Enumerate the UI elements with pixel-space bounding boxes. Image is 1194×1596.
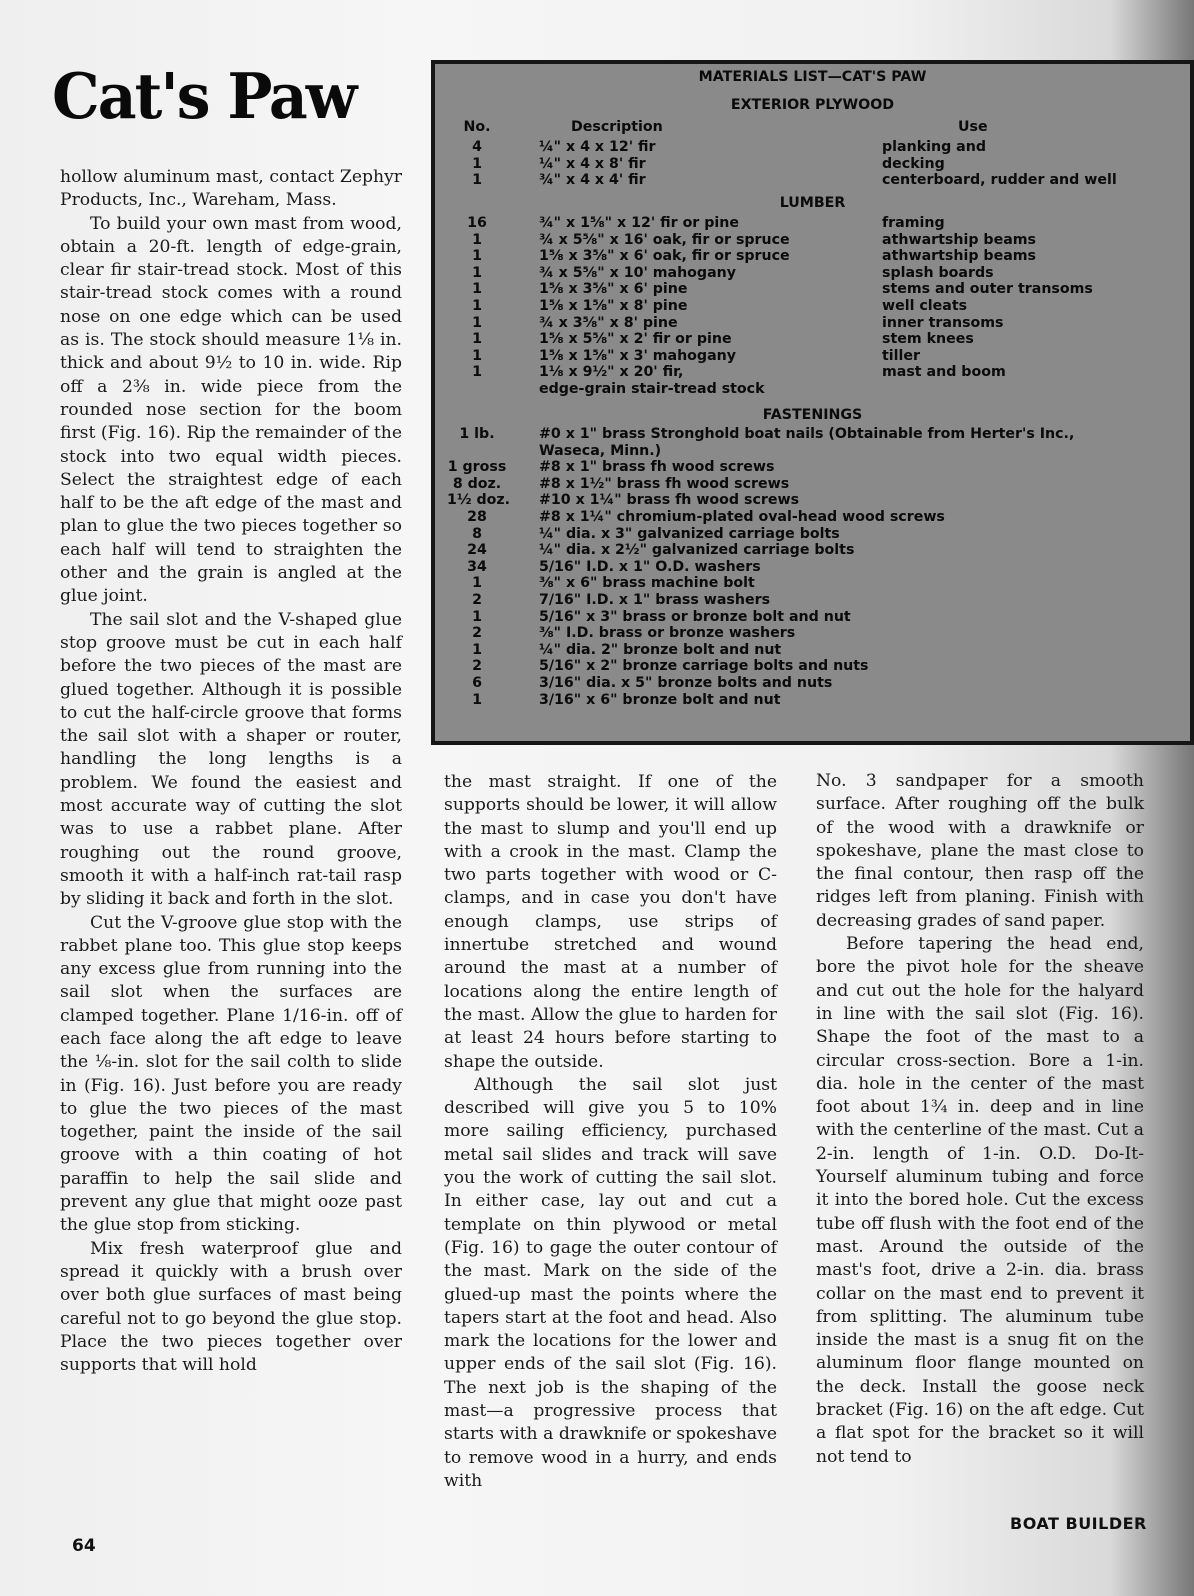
materials-use: athwartship beams	[882, 231, 1036, 248]
materials-quantity: 1 gross	[447, 459, 507, 476]
materials-description: ⅜" x 6" brass machine bolt	[539, 575, 755, 592]
materials-quantity: 1	[472, 314, 482, 331]
materials-quantity: 6	[472, 675, 482, 691]
materials-use: stems and outer transoms	[882, 281, 1093, 298]
materials-use: decking	[882, 155, 945, 172]
materials-description: ⅜" I.D. brass or bronze washers	[539, 625, 796, 642]
paragraph: Mix fresh waterproof glue and spread it quickly with a brush over over both glue surfaces of mast being careful not to go beyond the glue stop. Place the two pieces together over supports that will hold	[60, 1238, 402, 1376]
materials-description: 1⅝ x 3⅝" x 6' oak, fir or spruce	[539, 248, 790, 265]
paragraph: the mast straight. If one of the supports should be lower, it will allow the mast to slump and you'll end up with a crook in the mast. Clamp the two parts together with wood or C-clamps, and in case you don't have enough clamps, use strips of innertube stretched and wound around the mast at a number of locations along the entire length of the mast. Allow the glue to harden for at least 24 hours before starting to shape the outside.	[444, 772, 777, 1072]
materials-quantity: 1	[472, 281, 482, 298]
materials-quantity: 1	[472, 641, 482, 658]
materials-quantity: 4	[472, 139, 482, 155]
materials-description: 1⅛ x 9½" x 20' fir,	[539, 364, 684, 381]
materials-use: planking and	[882, 139, 987, 155]
materials-description: 5/16" x 2" bronze carriage bolts and nuts	[539, 658, 869, 675]
materials-quantity: 28	[467, 509, 487, 525]
materials-quantity: 1	[472, 264, 482, 281]
materials-description: ¾ x 5⅝" x 10' mahogany	[539, 264, 737, 281]
materials-description: ¼" dia. x 3" galvanized carriage bolts	[539, 525, 840, 542]
materials-quantity: 1	[472, 575, 482, 592]
paragraph: hollow aluminum mast, contact Zephyr Products, Inc., Wareham, Mass.	[60, 167, 402, 211]
materials-quantity: 1	[472, 248, 482, 265]
materials-use: well cleats	[882, 298, 968, 314]
materials-description: ¾" x 1⅝" x 12' fir or pine	[539, 215, 739, 231]
materials-description: ¼" dia. x 2½" galvanized carriage bolts	[539, 542, 855, 559]
materials-description: ¾" x 4 x 4' fir	[539, 172, 646, 189]
article-title: Cat's Paw	[52, 60, 356, 134]
materials-description: 7/16" I.D. x 1" brass washers	[539, 592, 771, 608]
materials-description: 1⅝ x 1⅝" x 8' pine	[539, 298, 688, 314]
materials-quantity: 1	[472, 347, 482, 364]
materials-use: inner transoms	[882, 314, 1004, 331]
materials-description: ¾ x 5⅝" x 16' oak, fir or spruce	[539, 231, 790, 248]
materials-quantity: 1	[472, 364, 482, 381]
materials-use: mast and boom	[882, 364, 1006, 381]
column-header-no: No.	[463, 119, 491, 135]
materials-description: 5/16" x 3" brass or bronze bolt and nut	[539, 608, 851, 625]
column-header-description: Description	[571, 119, 663, 135]
materials-section-heading: EXTERIOR PLYWOOD	[730, 97, 895, 113]
materials-quantity: 1	[472, 608, 482, 625]
materials-description: #0 x 1" brass Stronghold boat nails (Obtainable from Herter's Inc.,	[539, 426, 1075, 442]
paragraph: Before tapering the head end, bore the pivot hole for the sheave and cut out the hole for the halyard in line with the sail slot (Fig. 16). Shape the foot of the mast to a circular cross-section. Bore a 1-in. dia. hole in the center of the mast foot about 1¾ in. deep and in line with the centerline of the mast. Cut a 2-in. length of 1-in. O.D. Do-It-Yourself aluminum tubing and force it into the bored hole. Cut the excess tube off flush with the foot end of the mast. Around the outside of the mast's foot, drive a 2-in. dia. brass collar on the mast end to prevent it from splitting. The aluminum tube inside the mast is a snug fit on the aluminum floor flange mounted on the deck. Install the goose neck bracket (Fig. 16) on the aft edge. Cut a flat spot for the bracket so it will not tend to	[816, 934, 1144, 1467]
materials-quantity: 1	[472, 691, 482, 708]
materials-use: athwartship beams	[882, 248, 1036, 265]
materials-description: ¾ x 3⅝" x 8' pine	[539, 314, 678, 331]
materials-quantity: 2	[472, 625, 482, 642]
materials-use: centerboard, rudder and well	[882, 172, 1117, 189]
materials-use: tiller	[882, 347, 920, 364]
materials-description: #10 x 1¼" brass fh wood screws	[539, 492, 800, 509]
materials-quantity: 1½ doz.	[447, 492, 511, 509]
materials-quantity: 34	[467, 558, 487, 575]
materials-description: ¼" x 4 x 8' fir	[539, 155, 646, 172]
materials-description: #8 x 1¼" chromium-plated oval-head wood screws	[539, 509, 945, 525]
materials-description: 3/16" dia. x 5" bronze bolts and nuts	[539, 675, 833, 691]
body-column-1	[60, 166, 402, 1377]
materials-section-heading: LUMBER	[779, 195, 846, 211]
page-number: 64	[72, 1536, 96, 1556]
materials-description: 1⅝ x 1⅝" x 3' mahogany	[539, 347, 737, 364]
materials-quantity: 8	[472, 525, 482, 542]
materials-description: Waseca, Minn.)	[539, 442, 662, 459]
materials-quantity: 16	[467, 215, 487, 231]
materials-quantity: 1	[472, 155, 482, 172]
materials-description: 5/16" I.D. x 1" O.D. washers	[539, 558, 761, 575]
column-header-use: Use	[958, 119, 988, 135]
materials-quantity: 1 lb.	[459, 426, 495, 442]
paragraph: The sail slot and the V-shaped glue stop groove must be cut in each half before the two pieces of the mast are glued together. Although it is possible to cut the half-circle groove that forms the sail slot with a shaper or router, handling the long lengths is a problem. We found the easiest and most accurate way of cutting the slot was to use a rabbet plane. After roughing out the round groove, smooth it with a half-inch rat-tail rasp by sliding it back and forth in the slot.	[60, 609, 402, 910]
materials-description: #8 x 1" brass fh wood screws	[539, 459, 775, 476]
materials-section-heading: FASTENINGS	[762, 407, 863, 423]
body-column-2	[444, 771, 777, 1493]
paragraph: Although the sail slot just described will give you 5 to 10% more sailing efficiency, purchased metal sail slides and track will save you the work of cutting the sail slot. In either case, lay out and cut a template on thin plywood or metal (Fig. 16) to gage the outer contour of the mast. Mark on the side of the glued-up mast the points where the tapers start at the foot and head. Also mark the locations for the lower and upper ends of the sail slot (Fig. 16). The next job is the shaping of the mast—a progressive process that starts with a drawknife or spokeshave to remove wood in a hurry, and ends with	[444, 1074, 777, 1491]
materials-description: edge-grain stair-tread stock	[539, 381, 765, 397]
materials-use: stem knees	[882, 331, 974, 348]
materials-description: ¼" x 4 x 12' fir	[539, 139, 656, 155]
materials-description: 1⅝ x 5⅝" x 2' fir or pine	[539, 331, 732, 348]
materials-quantity: 2	[472, 592, 482, 608]
publication-name: BOAT BUILDER	[1010, 1514, 1147, 1533]
paragraph: No. 3 sandpaper for a smooth surface. After roughing off the bulk of the wood with a drawknife or spokeshave, plane the mast close to the final contour, then rasp off the ridges left from planing. Finish with decreasing grades of sand paper.	[816, 771, 1144, 931]
materials-use: framing	[882, 215, 945, 231]
materials-list-title: MATERIALS LIST—CAT'S PAW	[698, 69, 927, 85]
materials-list-box	[431, 60, 1194, 745]
materials-quantity: 2	[472, 658, 482, 675]
materials-description: #8 x 1½" brass fh wood screws	[539, 475, 790, 492]
body-column-3	[816, 770, 1144, 1469]
materials-description: 3/16" x 6" bronze bolt and nut	[539, 691, 781, 708]
materials-description: 1⅝ x 3⅝" x 6' pine	[539, 281, 688, 298]
materials-quantity: 1	[472, 331, 482, 348]
materials-description: ¼" dia. 2" bronze bolt and nut	[539, 641, 782, 658]
paragraph: Cut the V-groove glue stop with the rabbet plane too. This glue stop keeps any excess glue from running into the sail slot when the surfaces are clamped together. Plane 1/16-in. off of each face along the aft edge to leave the ⅛-in. slot for the sail colth to slide in (Fig. 16). Just before you are ready to glue the two pieces of the mast together, paint the inside of the sail groove with a thin coating of hot paraffin to help the sail slide and prevent any glue that might ooze past the glue stop from sticking.	[60, 912, 402, 1236]
materials-use: splash boards	[882, 264, 994, 281]
materials-quantity: 1	[472, 172, 482, 189]
materials-quantity: 1	[472, 298, 482, 314]
materials-quantity: 1	[472, 231, 482, 248]
paragraph: To build your own mast from wood, obtain a 20-ft. length of edge-grain, clear fir stair-tread stock. Most of this stair-tread stock comes with a round nose on one edge which can be used as is. The stock should measure 1⅛ in. thick and about 9½ to 10 in. wide. Rip off a 2⅜ in. wide piece from the rounded nose section for the boom first (Fig. 16). Rip the remainder of the stock into two equal width pieces. Select the straightest edge of each half to be the aft edge of the mast and plan to glue the two pieces together so each half will tend to straighten the other and the grain is angled at the glue joint.	[60, 213, 402, 607]
materials-quantity: 8 doz.	[452, 475, 502, 492]
materials-quantity: 24	[467, 542, 487, 559]
